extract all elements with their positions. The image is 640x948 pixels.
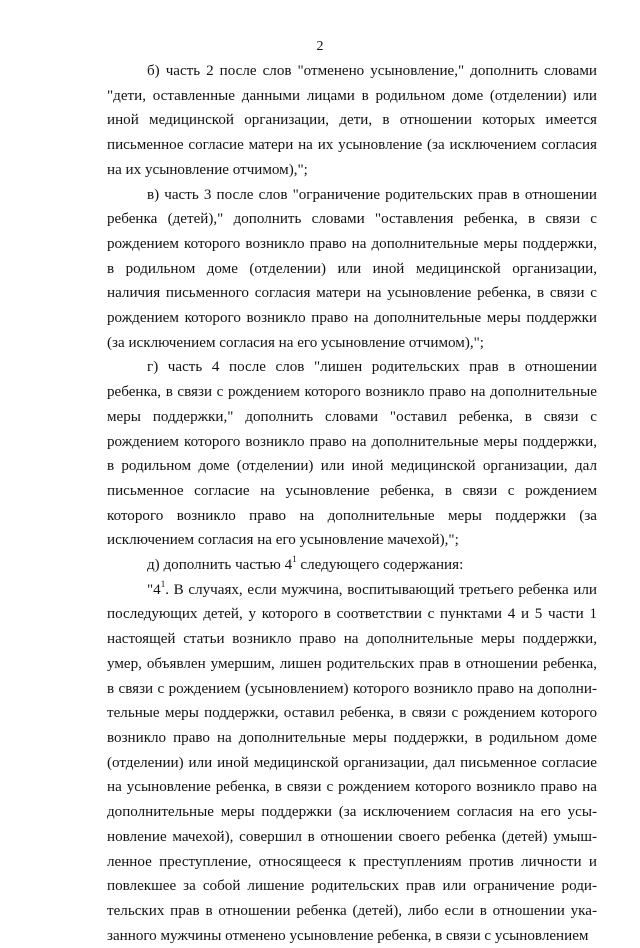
superscript-index: 1 (292, 554, 297, 565)
paragraph-new-part (107, 578, 597, 948)
new-part-text: . В случаях, если мужчина, воспитывающий третьего ребенка или последующих детей, у которого в соответствии с пунктами 4 и 5 части 1 настоящей статьи возникло право на дополнительные меры поддержки, умер, объявлен умершим, лишен родительских прав в отношении ребенка, в связи с рождением (усыновлением) которого возникло право на дополнительные меры поддержки, оставил ребенка, в связи с рождением которого возникло право на дополнительные меры поддержки, в родильном доме (отделении) или иной медицинской организации, дал письменное согласие на усыновление ребенка, в связи с рождением которого возникло право на дополнительные меры поддержки (за исключением согласия на его усыновление мачехой), совершил в отношении своего ребенка (детей) умышленное преступление, относящееся к преступлениям против личности и повлекшее за собой лишение родительских прав или ограничение родительских прав в отношении ребенка (детей), либо если в отношении указанного мужчины отменено усыновление ребенка, в связи с усыновлением (107, 581, 597, 944)
paragraph-v: в) часть 3 после слов "ограничение родительских прав в отношении ребенка (детей)," дополнить словами "оставления ребенка, в связи с рождением которого возникло право на дополнительные меры поддержки, в родильном доме (отделении) или иной медицинской организации, наличия письменного согласия матери на усыновление ребенка, в связи с рождением которого возникло право на дополнительные меры поддержки (за исключением согласия на его усыновление отчимом),"; (107, 186, 597, 351)
paragraph-d-text-start: д) дополнить частью 4 (147, 557, 293, 574)
paragraph-d (107, 553, 597, 578)
new-part-number: "4 (147, 581, 161, 598)
document-body (107, 59, 597, 948)
paragraph-g: г) часть 4 после слов "лишен родительских прав в отношении ребенка, в связи с рождением которого возникло право на дополнительные меры поддержки," дополнить словами "оставил ребенка, в связи с рождением которого возникло право на дополнительные меры поддержки, в родильном доме (отделении) или иной медицинской организации, дал письменное согласие на усыновление ребенка, в связи с рождением которого возникло право на дополнительные меры поддержки (за исключением согласия на его усыновление мачехой),"; (107, 359, 597, 549)
page-number: 2 (316, 39, 324, 54)
paragraph-d-text-end: следующего содержания: (296, 557, 464, 574)
superscript-index: 1 (160, 578, 166, 589)
paragraph-b: б) часть 2 после слов "отменено усыновление," дополнить словами "дети, оставленные данными лицами в родильном доме (отделении) или иной медицинской организации, дети, в отношении которых имеется письменное согласие матери на их усыновление (за исключением согласия на их усыновление отчимом),"; (107, 63, 597, 178)
